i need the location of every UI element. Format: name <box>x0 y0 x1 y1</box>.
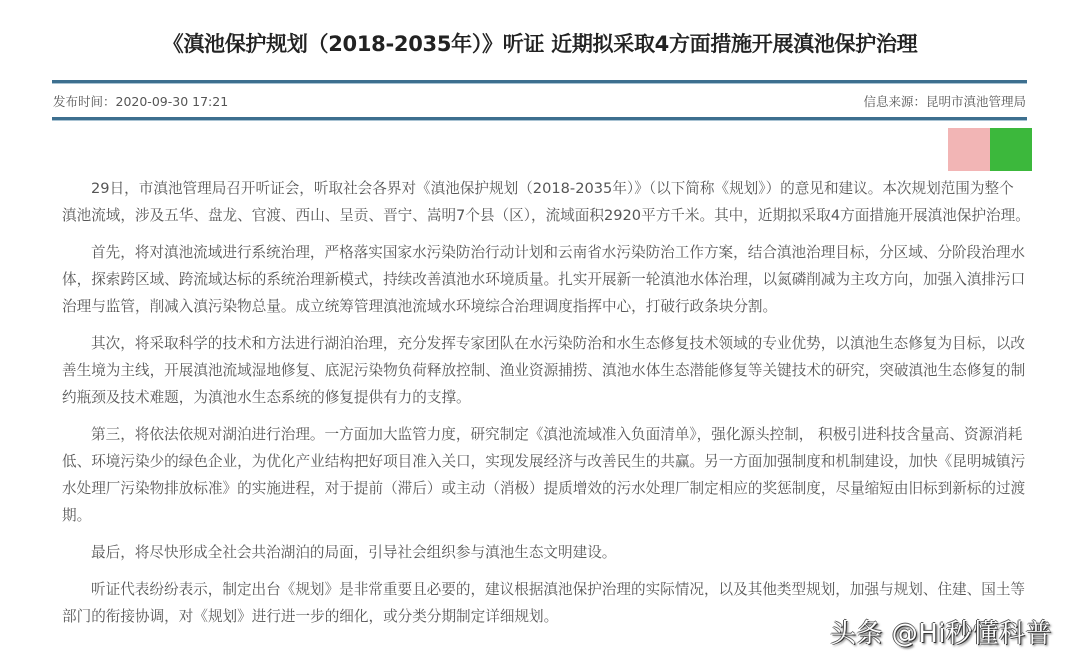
paragraph-line: 体，探索跨区域、跨流域达标的系统治理新模式，持续改善滇池水环境质量。扎实开展新一轮滇池水体治理，以氮磷削减为主攻方向，加强入滇排污口 <box>62 271 1026 288</box>
paragraph-line: 部门的衔接协调，对《规划》进行进一步的细化，或分类分期制定详细规划。 <box>62 608 559 625</box>
paragraph-line: 最后，将尽快形成全社会共治湖泊的局面，引导社会组织参与滇池生态文明建设。 <box>91 544 617 561</box>
paragraph-line: 首先，将对滇池流域进行系统治理，严格落实国家水污染防治行动计划和云南省水污染防治工作方案，结合滇池治理目标，分区域、分阶段治理水 <box>91 244 1026 261</box>
paragraph-line: 善生境为主线，开展滇池流域湿地修复、底泥污染物负荷释放控制、渔业资源捕捞、滇池水体生态潜能修复等关键技术的研究，突破滇池生态修复的制 <box>62 362 1026 379</box>
info-source: 信息来源：昆明市滇池管理局 <box>863 94 1026 109</box>
paragraph <box>62 175 1030 229</box>
pink-swatch <box>948 128 990 171</box>
paragraph-line: 滇池流域，涉及五华、盘龙、官渡、西山、呈贡、晋宁、嵩明7个县（区），流域面积2920平方千米。其中，近期拟采取4方面措施开展滇池保护治理。 <box>62 207 1030 224</box>
article-body <box>62 175 1030 640</box>
article-title: 《滇池保护规划（2018-2035年）》听证 近期拟采取4方面措施开展滇池保护治理 <box>162 32 918 56</box>
paragraph-line: 治理与监管，削减入滇污染物总量。成立统筹管理滇池流域水环境综合治理调度指挥中心，打破行政条块分割。 <box>62 298 778 315</box>
paragraph <box>62 539 1027 566</box>
paragraph-line: 29日，市滇池管理局召开听证会，听取社会各界对《滇池保护规划（2018-2035年）》（以下简称《规划》）的意见和建议。本次规划范围为整个 <box>91 180 1014 197</box>
paragraph <box>62 421 1027 529</box>
divider-top <box>52 80 1027 84</box>
paragraph-line: 低、环境污染少的绿色企业，为优化产业结构把好项目准入关口，实现发展经济与改善民生的共赢。另一方面加强制度和机制建设，加快《昆明城镇污 <box>62 453 1026 470</box>
paragraph <box>62 239 1027 320</box>
paragraph-line: 期。 <box>62 507 92 524</box>
watermark: 头条 @Hi秒懂科普 <box>829 619 1052 649</box>
publish-time: 发布时间：2020-09-30 17:21 <box>53 94 229 109</box>
paragraph-line: 第三，将依法依规对湖泊进行治理。一方面加大监管力度，研究制定《滇池流域准入负面清单》，强化源头控制， 积极引进科技含量高、资源消耗 <box>91 426 1023 443</box>
paragraph-line: 听证代表纷纷表示，制定出台《规划》是非常重要且必要的，建议根据滇池保护治理的实际情况，以及其他类型规划，加强与规划、住建、国土等 <box>91 581 1026 598</box>
paragraph-line: 水处理厂污染物排放标准》的实施进程，对于提前（滞后）或主动（消极）提质增效的污水处理厂制定相应的奖惩制度，尽量缩短由旧标到新标的过渡 <box>62 480 1026 497</box>
paragraph-line: 约瓶颈及技术难题，为滇池水生态系统的修复提供有力的支撑。 <box>62 389 471 406</box>
paragraph <box>62 330 1027 411</box>
green-swatch <box>990 128 1032 171</box>
paragraph-line: 其次，将采取科学的技术和方法进行湖泊治理，充分发挥专家团队在水污染防治和水生态修复技术领域的专业优势，以滇池生态修复为目标，以改 <box>91 335 1026 352</box>
divider-bottom <box>52 117 1027 121</box>
